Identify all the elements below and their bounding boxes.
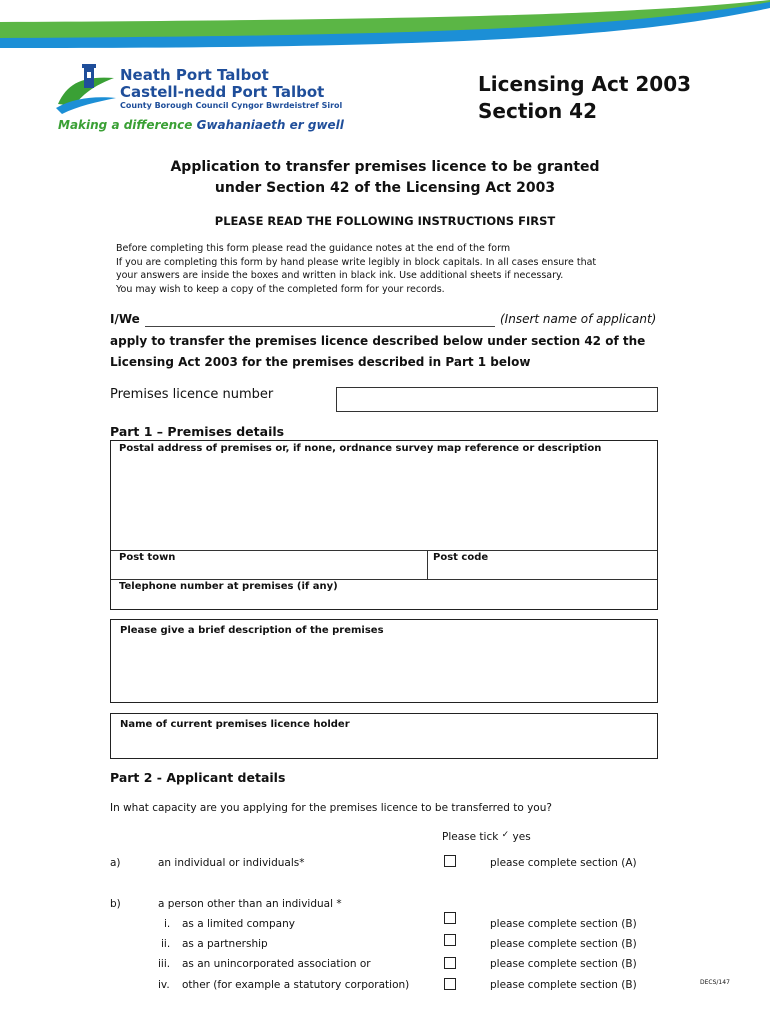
- tick-instruction: [442, 830, 531, 843]
- apply-statement: [110, 331, 670, 373]
- post-town-label: Post town: [119, 552, 176, 563]
- divider: [427, 550, 428, 579]
- tagline-en: Making a difference: [58, 118, 193, 132]
- sub-item-checkbox[interactable]: [444, 934, 456, 946]
- postal-address-field[interactable]: [111, 459, 657, 549]
- instructions-heading: PLEASE READ THE FOLLOWING INSTRUCTIONS FIRST: [214, 214, 556, 228]
- sub-item-action: please complete section (B): [490, 979, 637, 991]
- sub-item-text: other (for example a statutory corporation): [182, 979, 410, 991]
- org-name-cy: Castell-nedd Port Talbot: [120, 83, 325, 101]
- divider: [111, 550, 657, 551]
- act-title: Licensing Act 2003: [478, 72, 692, 96]
- licence-holder-label: Name of current premises licence holder: [120, 719, 350, 730]
- instruction-line: You may wish to keep a copy of the completed form for your records.: [116, 283, 445, 295]
- sub-item-action: please complete section (B): [490, 938, 637, 950]
- instruction-line: your answers are inside the boxes and written in black ink. Use additional sheets if necessary.: [116, 270, 564, 281]
- instruction-line: If you are completing this form by hand please write legibly in block capitals. In all cases ensure that: [116, 256, 597, 268]
- iwe-label: I/We: [110, 312, 140, 326]
- sub-item-num: iii.: [158, 958, 171, 970]
- sub-item-text: as a partnership: [182, 938, 268, 950]
- licence-holder-box[interactable]: [110, 713, 658, 759]
- form-title-line1: Application to transfer premises licence to be granted: [170, 159, 600, 175]
- council-logo-icon: [54, 62, 118, 118]
- org-name-en: Neath Port Talbot: [120, 66, 269, 84]
- premises-address-box: [110, 440, 658, 610]
- header-wave-white: [0, 0, 770, 60]
- sub-item-action: please complete section (B): [490, 958, 637, 970]
- tick-yes: yes: [512, 831, 531, 843]
- option-b-letter: b): [110, 898, 121, 910]
- premises-description-box[interactable]: [110, 619, 658, 703]
- option-a-letter: a): [110, 857, 121, 869]
- part1-heading: Part 1 – Premises details: [110, 424, 285, 439]
- sub-item-checkbox[interactable]: [444, 912, 456, 924]
- insert-name-hint: (Insert name of applicant): [500, 312, 657, 326]
- part2-heading: Part 2 - Applicant details: [110, 770, 286, 785]
- org-subtitle: County Borough Council Cyngor Bwrdeistref Sirol: [120, 101, 343, 110]
- postal-address-label: Postal address of premises or, if none, ordnance survey map reference or description: [119, 443, 602, 454]
- sub-item-num: iv.: [158, 979, 170, 991]
- divider: [111, 579, 657, 580]
- telephone-label: Telephone number at premises (if any): [119, 581, 338, 592]
- tagline: [58, 118, 344, 132]
- form-title-line2: under Section 42 of the Licensing Act 2003: [214, 180, 556, 196]
- tagline-cy: Gwahaniaeth er gwell: [196, 118, 344, 132]
- option-a-text: an individual or individuals*: [158, 857, 305, 869]
- licence-number-label: Premises licence number: [110, 387, 274, 402]
- sub-item-text: as a limited company: [182, 918, 295, 930]
- option-b-text: a person other than an individual *: [158, 898, 342, 910]
- sub-item-checkbox[interactable]: [444, 957, 456, 969]
- post-code-label: Post code: [433, 552, 489, 563]
- instructions-text: [116, 242, 656, 296]
- form-code: DECS/147: [700, 979, 730, 986]
- licence-number-field[interactable]: [336, 387, 658, 412]
- sub-item-checkbox[interactable]: [444, 978, 456, 990]
- applicant-name-field[interactable]: [145, 326, 495, 327]
- apply-line: apply to transfer the premises licence described below under section 42 of the: [110, 334, 646, 348]
- tick-label: Please tick: [442, 831, 499, 843]
- sub-item-action: please complete section (B): [490, 918, 637, 930]
- capacity-question: In what capacity are you applying for the premises licence to be transferred to you?: [110, 802, 552, 814]
- sub-item-num: i.: [164, 918, 171, 930]
- check-icon: ✓: [501, 830, 510, 840]
- instruction-line: Before completing this form please read the guidance notes at the end of the form: [116, 243, 511, 254]
- sub-item-num: ii.: [161, 938, 171, 950]
- option-a-action: please complete section (A): [490, 857, 637, 869]
- sub-item-text: as an unincorporated association or: [182, 958, 371, 970]
- option-a-checkbox[interactable]: [444, 855, 456, 867]
- act-section: Section 42: [478, 99, 598, 123]
- apply-line: Licensing Act 2003 for the premises described in Part 1 below: [110, 355, 531, 369]
- description-label: Please give a brief description of the premises: [120, 625, 384, 636]
